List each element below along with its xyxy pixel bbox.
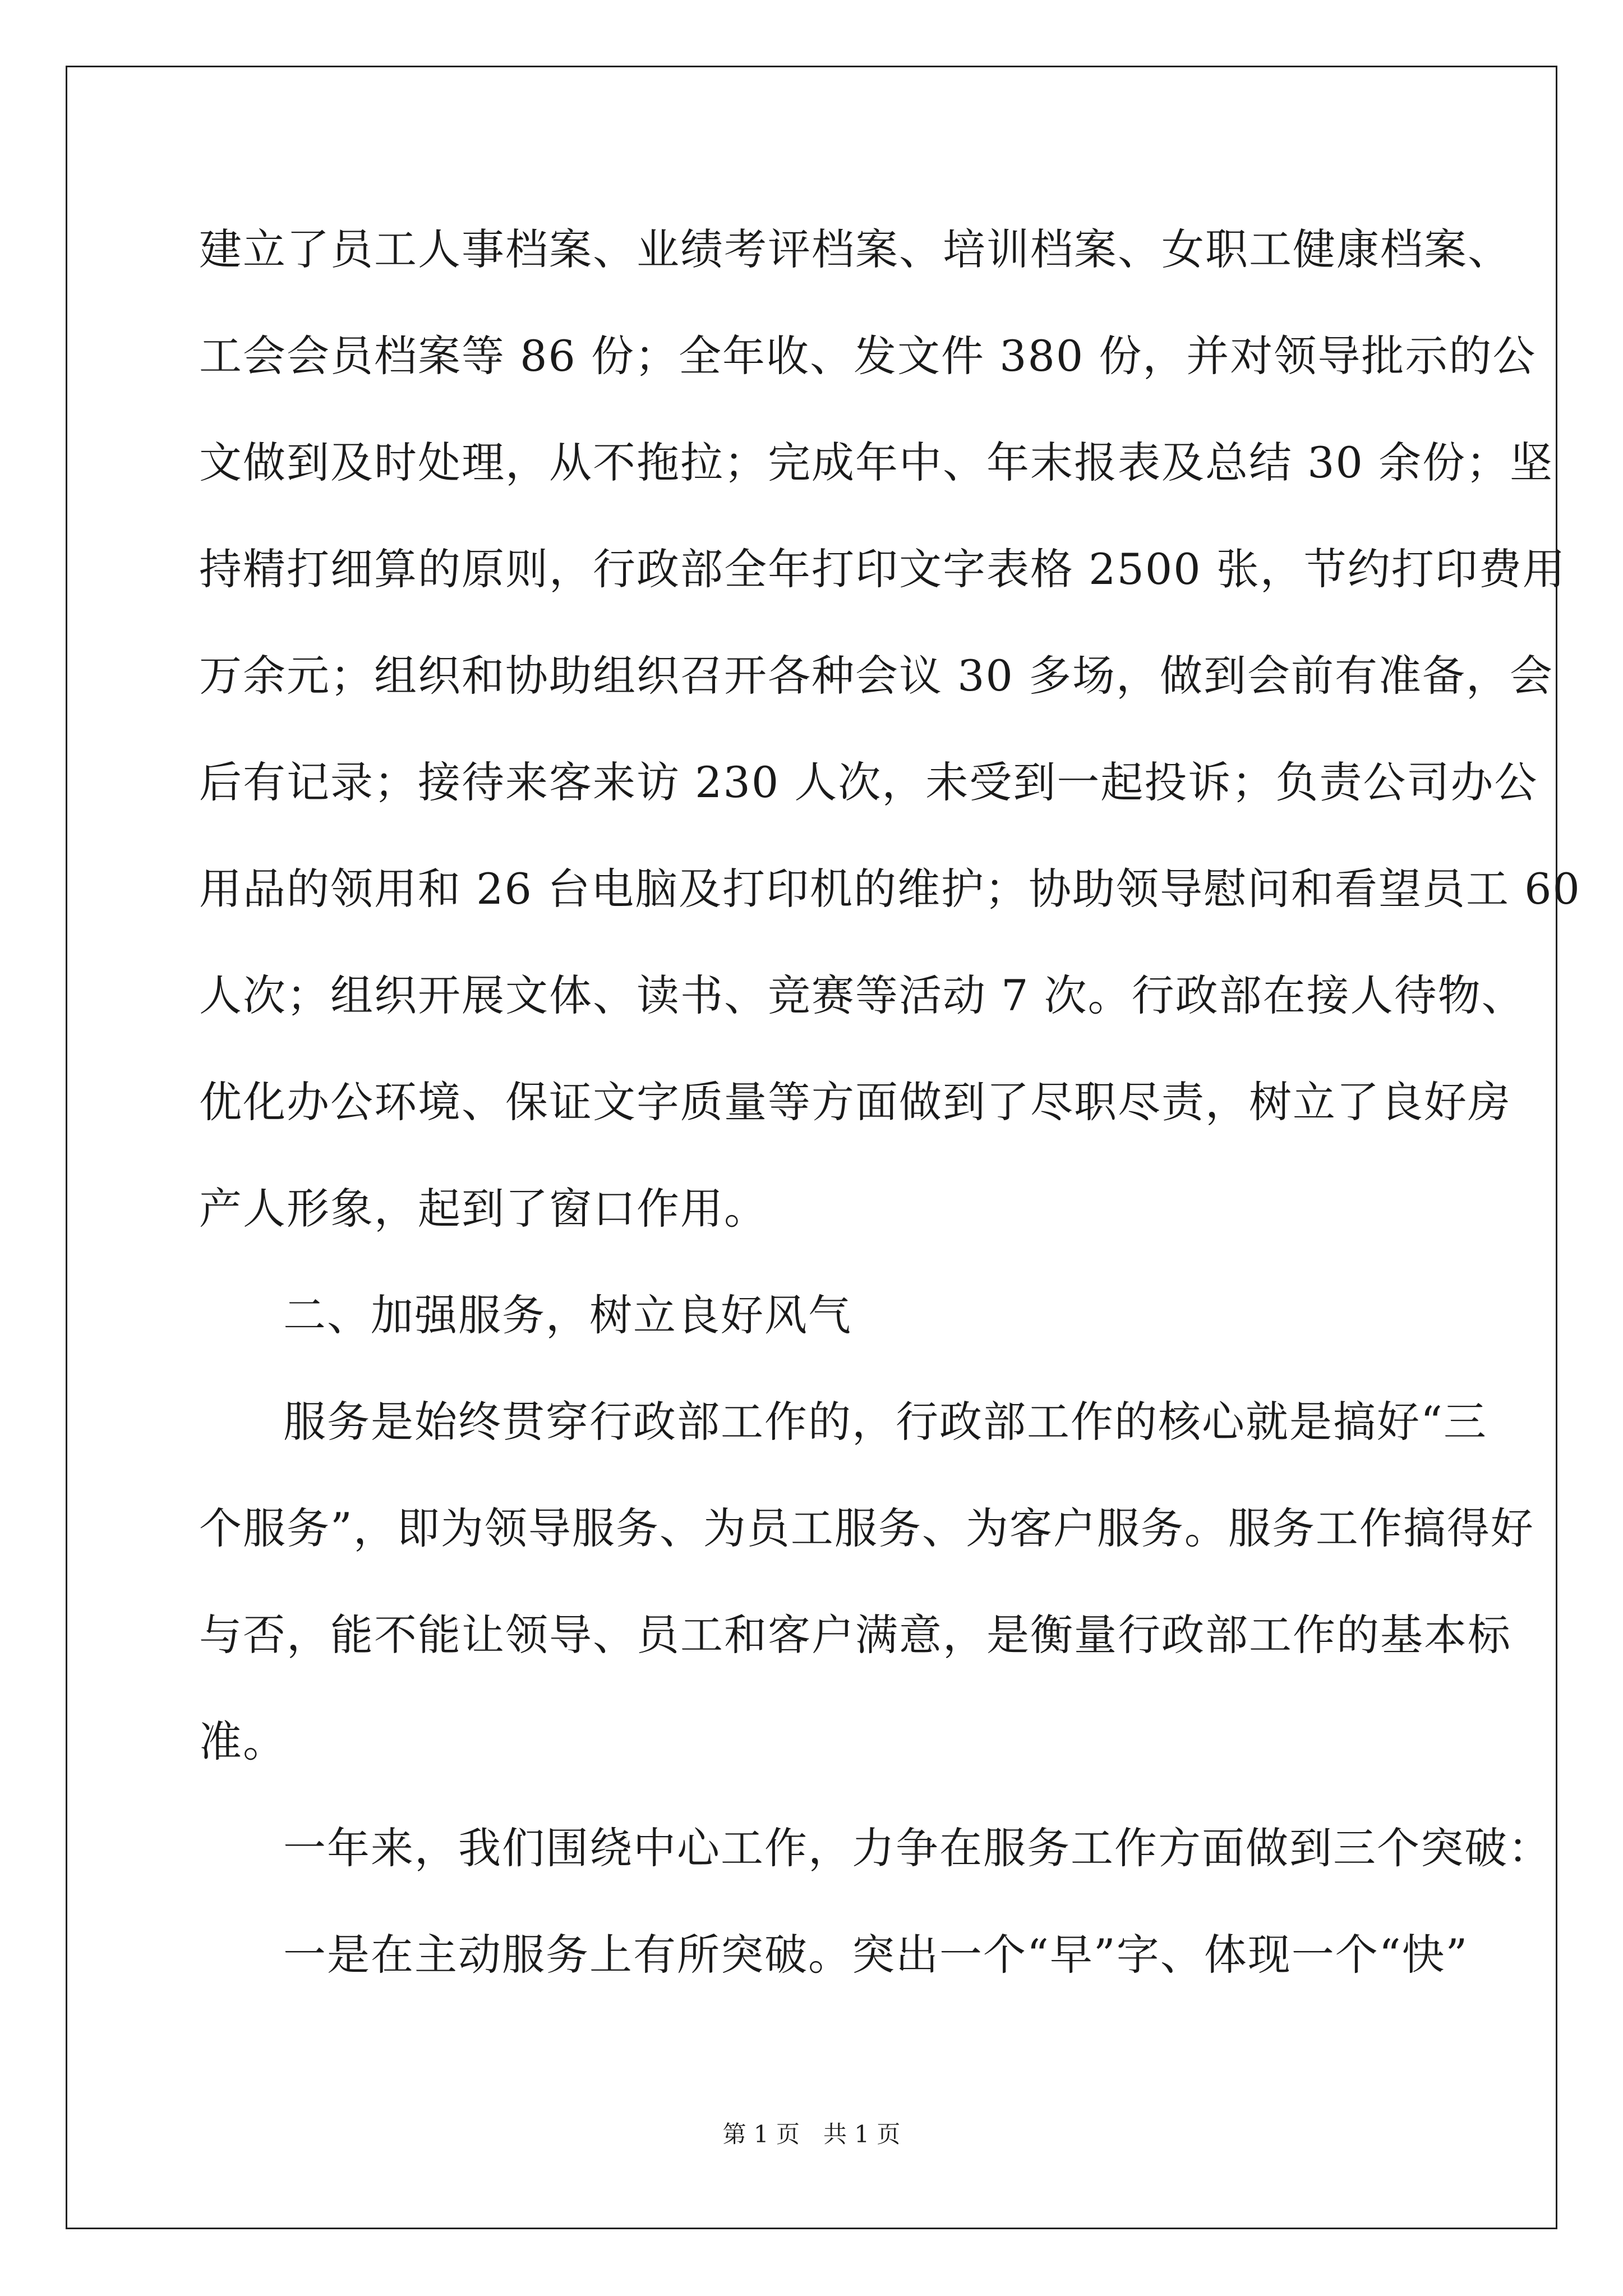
- body-line-7: 用品的领用和 26 台电脑及打印机的维护；协助领导慰问和看望员工 60: [199, 864, 1581, 914]
- body-line-17: 一是在主动服务上有所突破。突出一个“早”字、体现一个“快”: [283, 1930, 1469, 1980]
- body-line-13: 个服务”，即为领导服务、为员工服务、为客户服务。服务工作搞得好: [199, 1503, 1534, 1553]
- body-line-3: 文做到及时处理，从不拖拉；完成年中、年末报表及总结 30 余份；坚: [199, 438, 1554, 487]
- body-line-1: 建立了员工人事档案、业绩考评档案、培训档案、女职工健康档案、: [199, 224, 1511, 274]
- section-heading: 二、加强服务，树立良好风气: [283, 1290, 852, 1340]
- body-line-15: 准。: [199, 1717, 287, 1766]
- body-line-4: 持精打细算的原则，行政部全年打印文字表格 2500 张，节约打印费用: [199, 544, 1566, 594]
- body-line-10: 产人形象，起到了窗口作用。: [199, 1184, 768, 1234]
- body-line-2: 工会会员档案等 86 份；全年收、发文件 380 份，并对领导批示的公: [199, 331, 1537, 381]
- body-line-16: 一年来，我们围绕中心工作，力争在服务工作方面做到三个突破：: [283, 1823, 1552, 1873]
- body-line-12: 服务是始终贯穿行政部工作的，行政部工作的核心就是搞好“三: [283, 1397, 1487, 1447]
- body-line-8: 人次；组织开展文体、读书、竞赛等活动 7 次。行政部在接人待物、: [199, 970, 1525, 1020]
- body-line-5: 万余元；组织和协助组织召开各种会议 30 多场，做到会前有准备，会: [199, 651, 1554, 701]
- page-footer: 第 1 页 共 1 页: [722, 2120, 901, 2148]
- body-line-9: 优化办公环境、保证文字质量等方面做到了尽职尽责，树立了良好房: [199, 1077, 1511, 1127]
- body-line-14: 与否，能不能让领导、员工和客户满意，是衡量行政部工作的基本标: [199, 1610, 1511, 1660]
- body-line-6: 后有记录；接待来客来访 230 人次，未受到一起投诉；负责公司办公: [199, 757, 1538, 807]
